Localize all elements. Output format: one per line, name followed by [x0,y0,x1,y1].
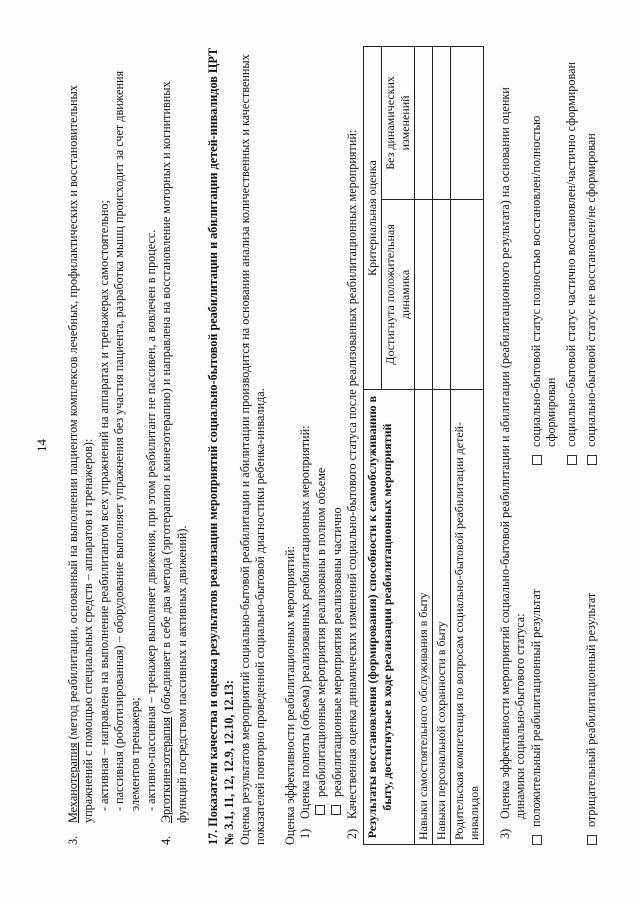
sub-text: Качественная оценка динамических изменений социально-бытового статуса после реализованных реабилитационных мероприятий: [345,129,360,819]
effectiveness-options [529,46,599,845]
mechanotherapy-text: (метод реабилитации, основанный на выполнении пациентом комплексов лечебных, профилактических и восстановительных упражнений с помощью специальных средств – аппаратов и тренажеров): [65,85,96,823]
sub-text: Оценка полноты (объема) реализованных реабилитационных мероприятий: [298,425,313,819]
table-cell-empty[interactable] [414,47,432,200]
option-label: социально-бытовой статус не восстановлен/не сформирован [583,133,598,447]
section-intro: Оценка результатов мероприятий социально-бытовой реабилитации и абилитации производится на основании анализа количественных и качественных показателей повторно проведенной социально-бытовой диагностики ребенка-инвалида. [237,54,268,845]
status-not-restored[interactable] [584,46,600,465]
ergokinesotherapy-paragraph [159,46,190,823]
option-label: реабилитационные мероприятия реализованы в полном объеме [313,467,328,797]
option-full[interactable] [314,46,330,845]
status-partial[interactable] [564,46,580,465]
checkbox-icon[interactable] [567,455,577,465]
checkbox-icon[interactable] [587,455,597,465]
result-negative[interactable] [584,465,600,845]
sub-item-effectiveness [498,46,529,845]
table-col-nochange: Без динамических изменений [381,47,414,200]
evaluation-heading: Оценка эффективности реабилитационных мероприятий: [282,546,297,845]
result-empty [564,465,580,845]
table-cell-empty[interactable] [450,199,483,389]
mechanotherapy-term: Механотерапия [65,742,80,823]
table-row [414,47,432,845]
section-title: 17. Показатели качества и оценка результатов реализации мероприятий социально-бытовой реабилитации и абилитации детей-инвалидов ЦРТ № 3.1, 11, 12, 12.9, 12.10, 12.13: [206,47,236,845]
item-number: 4. [159,835,174,845]
table-cell: Навыки самостоятельного обслуживания в быту [414,390,432,845]
dash-item: - активная – направлена на выполнение реабилитантом всех упражнений на аппаратах и тренажерах самостоятельно; [96,200,111,811]
table-cell: Навыки персональной сохранности в быту [432,390,450,845]
item-ergokinesotherapy [159,46,190,845]
dash-item: - пассивная (роботизированная) – оборудование выполняет упражнения без участия пациента, разработка мышц происходит за счет движения элементов тренажера; [112,70,142,811]
dash-item: - активно-пассивная – тренажер выполняет движения, при этом реабилитант не пассивен, а вовлечен в процесс. [143,229,158,811]
checkbox-icon[interactable] [532,455,542,465]
results-table [363,46,484,845]
status-restored[interactable] [529,46,560,465]
ergokinesotherapy-term: Эрготкинезотерапия [159,716,174,823]
table-cell: Родительская компетенция по вопросам социально-бытовой реабилитации детей-инвалидов [450,390,483,845]
sub-text: Оценка эффективности мероприятий социально-бытовой реабилитации и абилитации (реабилитационного результата) на основании оценки динамики социально-бытового статуса: [497,87,528,819]
mechanotherapy-paragraph [66,46,97,823]
table-row [450,47,483,845]
checkbox-icon[interactable] [331,805,341,815]
table-row [432,47,450,845]
table-cell-empty[interactable] [432,199,450,389]
option-label: реабилитационные мероприятия реализованы частично [329,507,344,797]
option-partial[interactable] [330,46,346,845]
table-col-positive: Достигнута положительная динамика [381,199,414,389]
table-cell-empty[interactable] [432,47,450,200]
sub-number: 2) [345,828,360,839]
option-label: положительный реабилитационный результат [528,589,543,827]
checkbox-icon[interactable] [587,835,597,845]
table-main-header: Результаты восстановления (формирования) способности к самообслуживанию в быту, достигнутые в ходе реализации реабилитационных мероприятий [363,390,414,845]
page-number: 14 [34,439,49,452]
sub-number: 1) [298,828,313,839]
table-group-header: Критериальная оценка [363,47,381,390]
sub-item-completeness [298,46,314,845]
sub-item-qualitative [345,46,361,845]
item-mechanotherapy [66,46,160,845]
checkbox-icon[interactable] [315,805,325,815]
option-label: социально-бытовой статус полностью восстановлен/полностью сформирован [528,115,559,447]
option-label: отрицательный реабилитационный результат [583,592,598,827]
sub-number: 3) [497,828,512,839]
option-label: социально-бытовой статус частично восстановлен/частично сформирован [564,61,579,447]
item-number: 3. [65,835,80,845]
result-positive[interactable] [529,465,560,845]
ergokinesotherapy-text: (объединяет в себе два метода (эрготерапию и кинезотерапию) и направлена на восстановление моторных и когнитивных функций посредством пассивных и активных движений). [159,81,189,823]
table-cell-empty[interactable] [414,199,432,389]
table-cell-empty[interactable] [450,47,483,200]
checkbox-icon[interactable] [532,835,542,845]
